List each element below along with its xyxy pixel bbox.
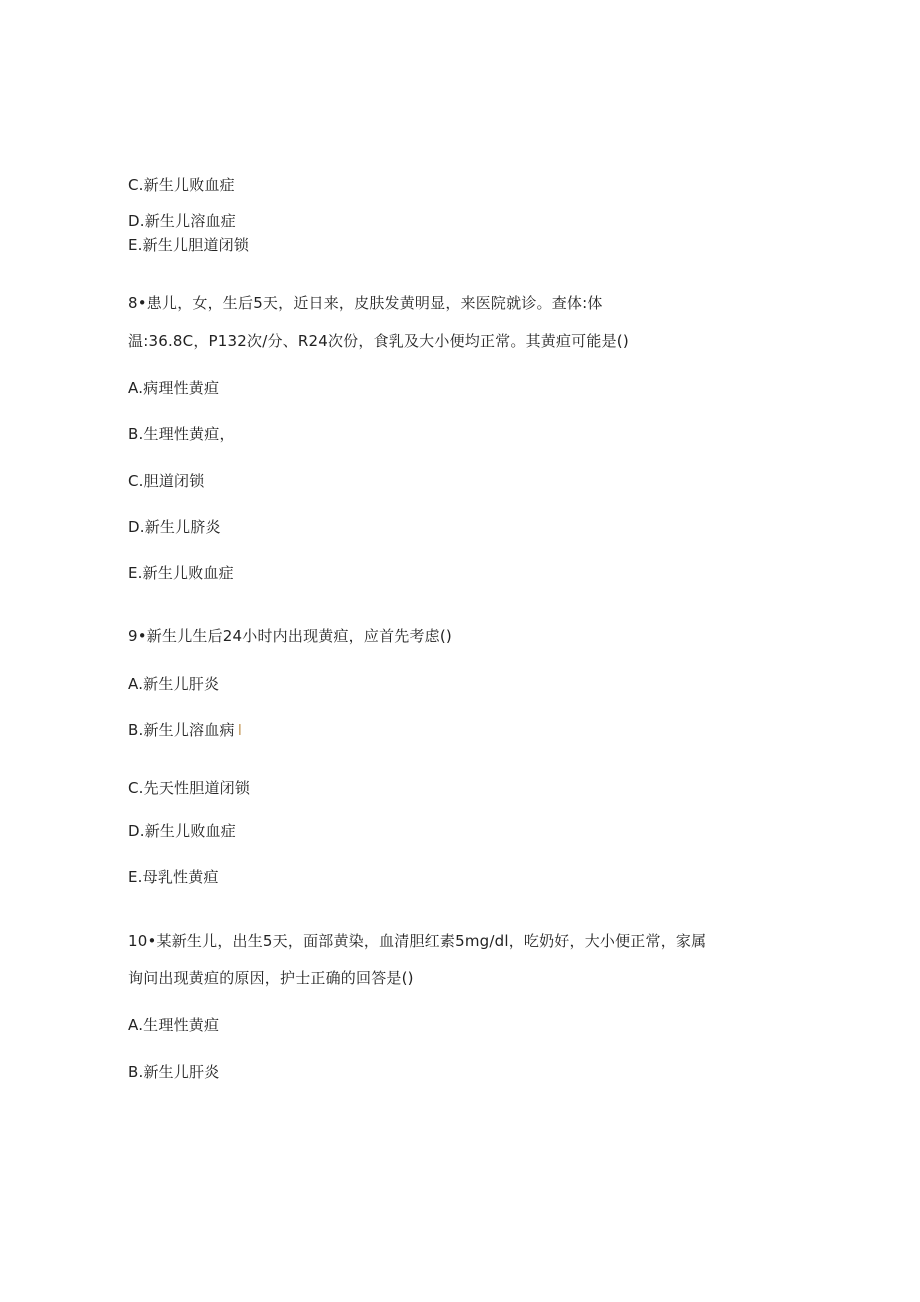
option-d: D.新生儿溶血症: [128, 212, 236, 230]
question-9-option-b: [128, 720, 242, 740]
question-9-option-e: E.母乳性黄疸: [128, 868, 219, 886]
question-9-option-c: C.先天性胆道闭锁: [128, 779, 251, 797]
question-10-option-b: B.新生儿肝炎: [128, 1063, 220, 1081]
option-e: E.新生儿胆道闭锁: [128, 236, 250, 254]
question-8-option-b: B.生理性黄疸，: [128, 425, 235, 443]
question-8-stem-line-1: 8•患儿，女，生后5天，近日来，皮肤发黄明显，来医院就诊。查体:体: [128, 294, 603, 312]
question-10-stem-line-2: 询问出现黄疸的原因，护士正确的回答是(): [128, 969, 414, 987]
question-9-option-b-text: B.新生儿溶血病: [128, 721, 235, 739]
question-8-stem-line-2: 温:36.8C，P132次/分、R24次份，食乳及大小便均正常。其黄疸可能是(): [128, 332, 629, 350]
question-8-option-a: A.病理性黄疸: [128, 379, 220, 397]
question-8-option-d: D.新生儿脐炎: [128, 518, 221, 536]
question-10-option-a: A.生理性黄疸: [128, 1016, 220, 1034]
question-9-option-a: A.新生儿肝炎: [128, 675, 220, 693]
question-9-stem: 9•新生儿生后24小时内出现黄疸，应首先考虑(): [128, 627, 452, 645]
question-10-stem-line-1: 10•某新生儿，出生5天，面部黄染，血清胆红素5mg∕dl，吃奶好，大小便正常，家属: [128, 932, 707, 950]
option-c: C.新生儿败血症: [128, 176, 235, 194]
question-8-option-c: C.胆道闭锁: [128, 472, 205, 490]
question-9-option-d: D.新生儿败血症: [128, 822, 236, 840]
question-8-option-e: E.新生儿败血症: [128, 564, 234, 582]
stray-mark: I: [237, 721, 243, 739]
